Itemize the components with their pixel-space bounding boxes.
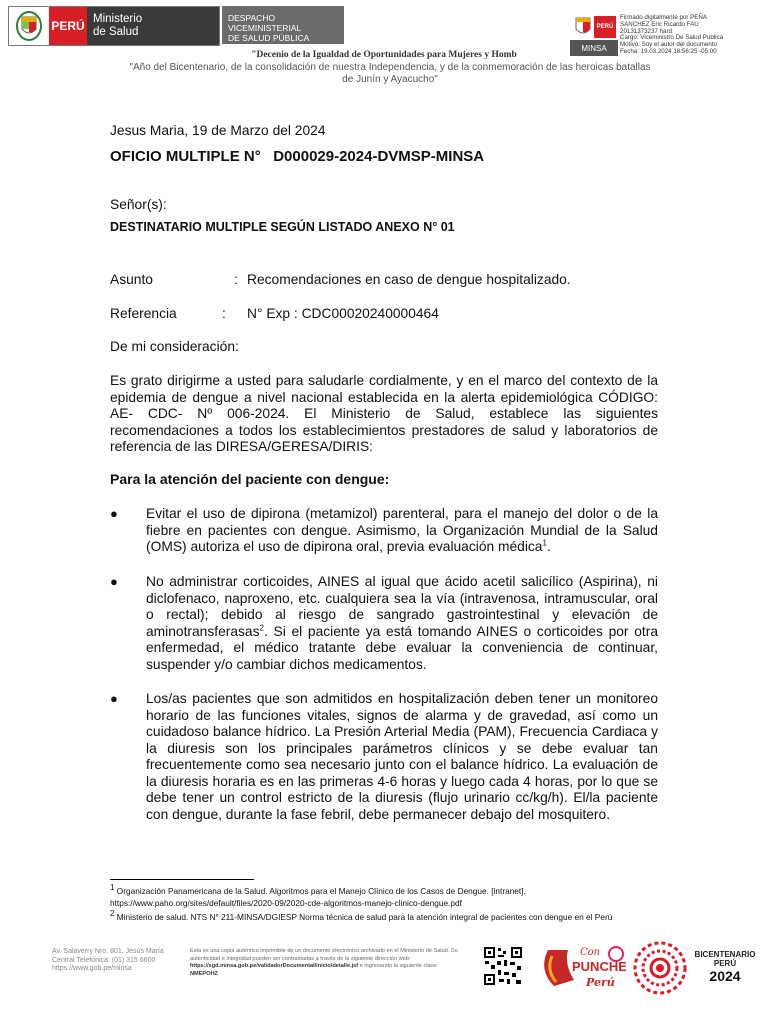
bicentenario-line1: BICENTENARIO	[694, 950, 756, 959]
bicentenario-year: 2024	[709, 968, 741, 984]
validation-key: NMEPOHZ	[190, 970, 218, 977]
year-motto-line2: de Junín y Ayacucho"	[342, 74, 438, 85]
signature-shield-icon	[574, 16, 592, 38]
con-text: Con	[580, 947, 601, 958]
footnote-1	[110, 883, 655, 909]
ministry-line1: Ministerio	[93, 13, 143, 25]
bullet-marker: ●	[110, 506, 118, 521]
footnote-1-mark: 1	[110, 883, 115, 893]
recommendation-2-text: No administrar corticoides, AINES al igual que ácido acetil salicílico (Aspirina), ni diclofenaco, naproxeno, etc. cualquiera sea la vía (intravenosa, intramuscular, oral o rectal); debido al riesgo de sangrado gastrointestinal y elevación de aminotransferasas	[146, 574, 658, 639]
subject-value: Recomendaciones en caso de dengue hospitalizado.	[247, 272, 571, 287]
recommendation-3: Los/as pacientes que son admitidos en hospitalización deben tener un monitoreo horario de las funciones vitales, signos de alarma y de gravedad, así como un cuidadoso balance hídrico. La Presión Arterial Media (PAM), Frecuencia Cardiaca y la diuresis son los principales parámetros clínicos y se debe evaluar tan frecuentemente como sea necesario junto con el balance hídrico. La evaluación de la diuresis horaria es en las primeras 4-6 horas y luego cada 4 horas, por lo que se debe tener un control estricto de la diuresis (flujo urinario cc/kg/h). El/la paciente con dengue, durante la fase febril, debe permanecer debajo del mosquitero.	[146, 691, 658, 822]
footnote-2-mark: 2	[110, 909, 115, 919]
peru-label: PERÚ	[49, 7, 87, 45]
digital-signature-text: Firmado digitalmente por PEÑA SANCHEZ Eric Ricardo FAU 20131373237 hard Cargo: Viceministro De Salud Pública Motivo: Soy el autor del documento Fecha: 19.03.2024 18:56:25 -05:00	[620, 14, 724, 55]
recommendation-1	[146, 506, 658, 556]
footnote-ref-2[interactable]: 2	[259, 622, 264, 632]
minsa-logo	[8, 6, 220, 46]
footnote-ref-1[interactable]: 1	[542, 538, 547, 548]
dept-line2: DE SALUD PÚBLICA	[228, 33, 310, 43]
footnote-divider	[110, 879, 254, 880]
punche-text: PUNCHE	[572, 959, 626, 974]
reference-label: Referencia	[110, 306, 177, 321]
reference-value: N° Exp : CDC00020240000464	[247, 306, 439, 321]
authenticity-text: Esta es una copia auténtica imprimible de un documento electrónico archivado en el Ministerio de Salud. Su autenticidad e integridad pueden ser contrastadas a través de la siguiente dirección web:	[190, 948, 458, 962]
bullet-marker: ●	[110, 691, 118, 706]
signature-minsa-label: MINSA	[570, 40, 618, 56]
department-label	[222, 6, 344, 44]
ministry-name	[87, 7, 219, 45]
reference-separator: :	[222, 306, 226, 321]
recommendation-2	[146, 574, 658, 673]
validation-url[interactable]: https://sgd.minsa.gob.pe/validadorDocumental/inicio/detalle.jsf	[190, 963, 359, 970]
signature-peru-label: PERÚ	[594, 16, 616, 38]
subject-label: Asunto	[110, 272, 153, 287]
recipient: DESTINATARIO MULTIPLE SEGÚN LISTADO ANEXO N° 01	[110, 220, 455, 234]
footnote-2	[110, 909, 655, 924]
year-motto	[110, 62, 670, 86]
ministry-line2: de Salud	[93, 26, 139, 38]
greeting: De mi consideración:	[110, 339, 239, 354]
authenticity-mid: e ingresando la siguiente clave:	[358, 963, 439, 970]
bicentenario-emblem-icon	[632, 940, 688, 996]
recommendation-1-end: .	[546, 539, 551, 554]
recommendation-1-text: Evitar el uso de dipirona (metamizol) parenteral, para el manejo del dolor o de la fiebre en pacientes con dengue. Asimismo, la Organización Mundial de la Salud (OMS) autoriza el uso de dipirona oral, previa evaluación médica	[146, 506, 658, 554]
year-motto-line1: "Año del Bicentenario, de la consolidación de nuestra Independencia, y de la conmemoración de las heroicas batallas	[129, 62, 651, 73]
decade-motto: "Decenio de la Igualdad de Oportunidades para Mujeres y Homb	[251, 50, 517, 60]
qr-code-icon	[483, 946, 523, 986]
letter-date: Jesus Maria, 19 de Marzo del 2024	[110, 123, 326, 138]
bullet-marker: ●	[110, 574, 118, 589]
oficio-number: OFICIO MULTIPLE N° D000029-2024-DVMSP-MINSA	[110, 148, 485, 165]
intro-paragraph: Es grato dirigirme a usted para saludarle cordialmente, y en el marco del contexto de la epidemia de dengue a nivel nacional establecida en la alerta epidemiológica CÓDIGO: AE- CDC- Nº 006-2024. El Ministerio de Salud, establece las siguientes recomendaciones a todos los establecimientos prestadores de salud y laboratorios de referencia de las DIRESA/GERESA/DIRIS:	[110, 373, 658, 454]
coat-of-arms-icon	[9, 7, 49, 45]
footnote-2-text: Ministerio de salud. NTS N° 211-MINSA/DGIESP Norma técnica de salud para la atención integral de pacientes con dengue en el Perú	[114, 912, 613, 922]
bicentenario-line2: PERÚ	[713, 959, 737, 968]
footnote-1-text: Organización Panamericana de la Salud. Algoritmos para el Manejo Clínico de los Casos de Dengue. [intranet].	[114, 886, 526, 896]
bicentenario-wordmark	[690, 950, 760, 984]
salutation-label: Señor(s):	[110, 197, 167, 212]
punche-peru-text: Perú	[586, 976, 615, 989]
subject-separator: :	[234, 272, 238, 287]
con-punche-peru-logo	[534, 942, 626, 992]
dept-line1: DESPACHO VICEMINISTERIAL	[228, 13, 302, 33]
footnote-1-url[interactable]: https://www.paho.org/sites/default/files/2020-09/2020-cde-algoritmos-manejo-clinico-dengue.pdf	[110, 897, 462, 908]
recommendation-2-end: . Si el paciente ya está tomando AINES o corticoides por otra enfermedad, el médico tratante debe evaluar la conveniencia de continuar, suspender y/o cambiar dichos medicamentos.	[146, 623, 658, 672]
footer-address: Av. Salaverry Nro. 801, Jesús María Central Telefónica: (01) 315 6600 https://www.gob.pe/minsa	[52, 948, 164, 972]
section-heading: Para la atención del paciente con dengue:	[110, 471, 390, 487]
authenticity-notice	[190, 948, 466, 978]
